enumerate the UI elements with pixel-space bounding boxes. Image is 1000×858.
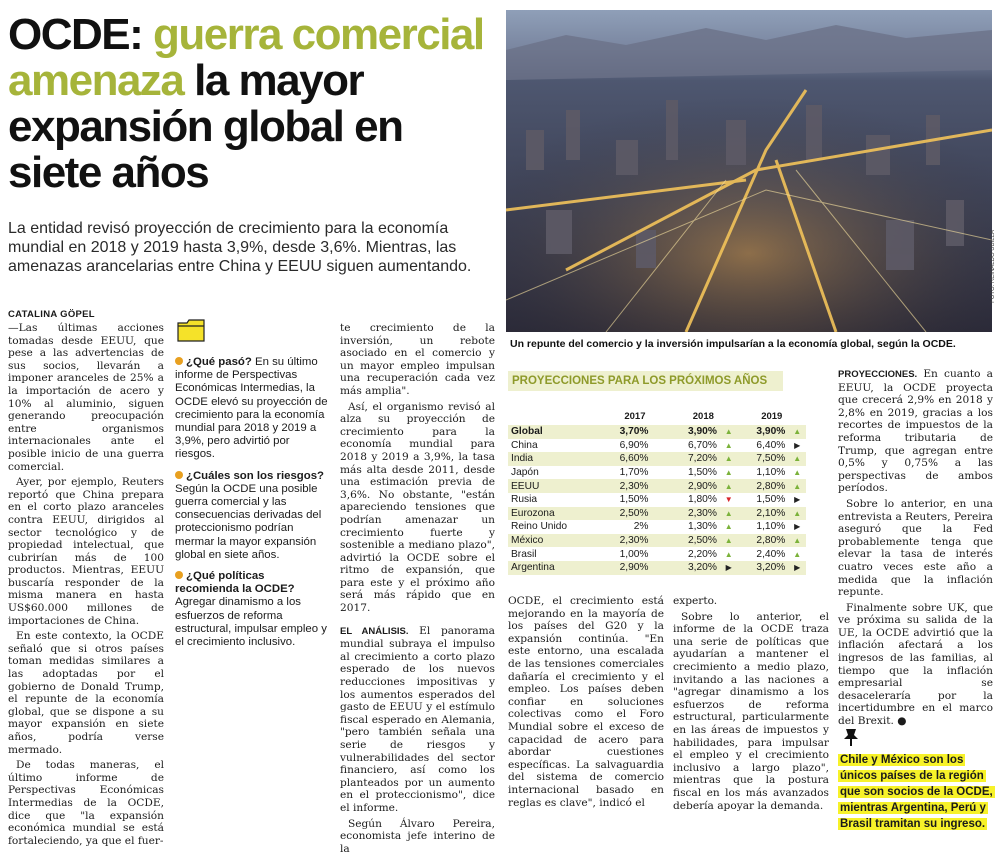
- value-cell: 3,90%: [738, 425, 789, 439]
- column-5: [673, 595, 829, 815]
- table-title: PROYECCIONES PARA LOS PRÓXIMOS AÑOS: [508, 371, 783, 391]
- value-cell: 3,90%: [669, 425, 720, 439]
- value-cell: 1,50%: [756, 494, 786, 506]
- value-cell: 2,20%: [688, 548, 717, 560]
- country-cell: Japón: [511, 467, 539, 479]
- pushpin-icon: [842, 727, 864, 747]
- photo-caption: Un repunte del comercio y la inversión impulsarían a la economía global, según la OCDE.: [510, 338, 956, 350]
- trend-icon: ▼: [724, 495, 733, 505]
- spacer-cell: [651, 520, 669, 534]
- bullet-icon: [175, 471, 183, 479]
- table-row: [508, 493, 806, 507]
- trend-icon: ▲: [788, 425, 806, 439]
- country-cell: Eurozona: [508, 507, 601, 521]
- value-cell: 3,70%: [601, 425, 652, 439]
- value-cell: 1,80%: [688, 494, 717, 506]
- country-cell: Rusia: [511, 494, 538, 506]
- table-row: [508, 547, 806, 561]
- value-cell: 1,00%: [619, 548, 649, 560]
- spacer-cell: [651, 439, 669, 453]
- table-row: [508, 479, 806, 493]
- table-row: [508, 425, 806, 439]
- column-3: [340, 322, 495, 858]
- spacer-cell: [651, 466, 669, 480]
- value-cell: 6,90%: [619, 439, 649, 451]
- value-cell: 1,50%: [688, 467, 717, 479]
- trend-icon: ▲: [788, 534, 806, 548]
- trend-icon: ▶: [788, 561, 806, 575]
- qa-box: [175, 356, 330, 657]
- headline-part2: guerra comercial amenaza: [8, 10, 484, 105]
- column-6: [838, 368, 993, 731]
- paragraph: Así, el organismo revisó al alza su proyección de crecimiento para la economía mundial para 2018 y 2019 a 3,9%, la tasa más alta desde 2011, desde una estimación previa de 3,6%. No obstante, "están apareciendo tensiones que podrían amenazar un crecimiento fuerte y sostenible a mediano plazo", advirtió la OCDE sobre el ritmo de expansión, que para este y el próximo año será más rápido que en 2017.: [340, 400, 495, 615]
- city-photo: [506, 10, 992, 332]
- country-cell: India: [508, 452, 601, 466]
- trend-icon: ▲: [724, 522, 733, 532]
- value-cell: 1,70%: [619, 467, 649, 479]
- end-mark-icon: ●: [897, 715, 907, 728]
- country-cell: Argentina: [508, 561, 601, 575]
- projections-table: [508, 407, 806, 575]
- value-cell: 2,80%: [738, 479, 789, 493]
- table-row: [508, 466, 806, 480]
- paragraph: PROYECCIONES. En cuanto a EEUU, la OCDE proyecta que crecerá 2,9% en 2018 y 2,8% en 2019, gracias a los recortes de impuestos de la reforma tributaria de Trump, que agregan entre 0,5% y 0,75% a las perspectivas de ambos períodos.: [838, 368, 993, 495]
- table-header-row: [508, 407, 806, 425]
- value-cell: 2,50%: [601, 507, 652, 521]
- table-row: [508, 452, 806, 466]
- spacer-cell: [651, 452, 669, 466]
- value-cell: 6,60%: [601, 452, 652, 466]
- paragraph: experto.: [673, 595, 718, 607]
- trend-icon: ▲: [788, 479, 806, 493]
- value-cell: 1,30%: [688, 521, 717, 533]
- paragraph: En este contexto, la OCDE señaló que si otros países toman medidas similares a las adoptadas por el gobierno de Donald Trump, el repunte de la economía global, que se dispone a su mayor expansión en siete años, podría verse mermado.: [8, 630, 164, 756]
- spacer-cell: [651, 534, 669, 548]
- trend-icon: ▲: [720, 425, 738, 439]
- byline: CATALINA GÖPEL: [8, 309, 95, 320]
- bullet-icon: [175, 571, 183, 579]
- trend-icon: ▲: [720, 479, 738, 493]
- trend-icon: ▶: [794, 522, 801, 532]
- section-label: PROYECCIONES.: [838, 369, 918, 380]
- spacer-cell: [651, 493, 669, 507]
- column-1: [8, 322, 164, 850]
- spacer-cell: [651, 547, 669, 561]
- paragraph: te crecimiento de la inversión, un rebote asociado en el comercio y un mayor empleo impulsan una recuperación cada vez más amplia".: [340, 322, 495, 397]
- trend-icon: ▲: [724, 549, 733, 559]
- country-cell: México: [508, 534, 601, 548]
- headline: [8, 12, 498, 196]
- photo-credit: FOTO: REINALDO UBILLA: [990, 230, 996, 303]
- trend-icon: ▲: [720, 452, 738, 466]
- table-row: [508, 439, 806, 453]
- trend-icon: ▶: [794, 440, 801, 450]
- spacer-cell: [651, 561, 669, 575]
- value-cell: 1,10%: [756, 467, 786, 479]
- country-cell: Reino Unido: [511, 521, 568, 533]
- value-cell: 2,90%: [669, 479, 720, 493]
- table-row: [508, 561, 806, 575]
- trend-icon: ▲: [724, 440, 733, 450]
- value-cell: 3,20%: [738, 561, 789, 575]
- value-cell: 3,20%: [669, 561, 720, 575]
- trend-icon: ▲: [793, 549, 802, 559]
- country-cell: EEUU: [508, 479, 601, 493]
- value-cell: 2,80%: [738, 534, 789, 548]
- value-cell: 2,30%: [601, 479, 652, 493]
- country-cell: China: [511, 439, 538, 451]
- spacer-cell: [651, 479, 669, 493]
- section-label: EL ANÁLISIS.: [340, 625, 409, 637]
- trend-icon: ▲: [720, 534, 738, 548]
- trend-icon: ▲: [788, 452, 806, 466]
- column-4: [508, 595, 664, 812]
- trend-icon: ▶: [720, 561, 738, 575]
- trend-icon: ▲: [724, 468, 733, 478]
- value-cell: 1,10%: [756, 521, 786, 533]
- qa-item: ¿Qué pasó? En su último informe de Perspectivas Económicas Intermedias, la OCDE elevó su proyección de crecimiento para la economía mundial para 2018 y 2019 a 3,9%, pero advirtió por riesgos.: [175, 356, 328, 461]
- trend-icon: ▶: [794, 495, 801, 505]
- paragraph: Sobre lo anterior, el informe de la OCDE traza una serie de políticas que ayudarían a mantener el crecimiento a medio plazo, invitando a las naciones a "agregar dinamismo a los esfuerzos de reforma estructural, particularmente en las áreas de impuestos y habilidades, para impulsar el empleo y el crecimiento inclusivo a largo plazo", mientras que la postura fiscal en los más avanzados debería apoyar la demanda.: [673, 610, 829, 812]
- paragraph: EL ANÁLISIS. El panorama mundial subraya el impulso al crecimiento a corto plazo esperado de los nuevos reducciones impositivas y los aumentos esperados del gasto de EEUU y el estímulo fiscal esperado en Alemania, "pero también señala una serie de riesgos y vulnerabilidades del sector financiero, así como los planteados por un aumento en el proteccionismo", dice el informe.: [340, 624, 495, 814]
- spacer-cell: [651, 425, 669, 439]
- country-cell: Brasil: [511, 548, 537, 560]
- paragraph: Sobre lo anterior, en una entrevista a Reuters, Pereira aseguró que la Fed probablemente tenga que elevar la tasa de interés cuatro veces este año a medida que la inflación repunte.: [838, 497, 993, 599]
- spacer-cell: [651, 507, 669, 521]
- paragraph: Según Álvaro Pereira, economista jefe interino de la: [340, 817, 495, 855]
- deck: La entidad revisó proyección de crecimiento para la economía mundial en 2018 y 2019 hasta 3,9%, desde 3,6%. Mientras, las amenazas arancelarias entre China y EEUU siguen aumentando.: [8, 220, 472, 275]
- value-cell: 2,40%: [756, 548, 786, 560]
- paragraph: De todas maneras, el último informe de Perspectivas Económicas Intermedias de la OCDE, dice que "la expansión económica mundial se está fortaleciendo, ya que el fuer-: [8, 759, 164, 847]
- value-cell: 2,50%: [669, 534, 720, 548]
- qa-item: ¿Cuáles son los riesgos? Según la OCDE una posible guerra comercial y las consecuencias derivadas del proteccionismo podrían mermar la mayor expansión global en siete años.: [175, 469, 324, 561]
- paragraph: Finalmente sobre UK, que ve próxima su salida de la UE, la OCDE advirtió que la inflación afectará a los ingresos de las familias, al tiempo que la inflación empresarial se desaceleraría por la incertidumbre en el marco del Brexit. ●: [838, 601, 993, 728]
- table-row: [508, 520, 806, 534]
- paragraph: Ayer, por ejemplo, Reuters reportó que China prepara en el corto plazo aranceles contra EEUU, dirigidos al sector tecnológico y de propiedad intelectual, que cubrirían más de 100 productos. Mientras, EEUU buscaría responder de la misma manera en hasta US$60.000 millones de importaciones de China.: [8, 476, 164, 627]
- table-row: [508, 534, 806, 548]
- trend-icon: ▲: [793, 468, 802, 478]
- country-cell: Global: [508, 425, 601, 439]
- headline-part1: OCDE:: [8, 10, 153, 59]
- highlight-box: [838, 752, 993, 832]
- qa-item: ¿Qué políticas recomienda la OCDE? Agregar dinamismo a los esfuerzos de reforma estructural, impulsar empleo y el crecimiento inclusivo.: [175, 570, 327, 649]
- paragraph: —Las últimas acciones tomadas desde EEUU, que pese a las advertencias de sus socios, llevarán a imponer aranceles de 25% a la importación de acero y 10% al aluminio, siguen generando preocupación entre organismos internacionales ante el posible inicio de una guerra comercial.: [8, 322, 164, 473]
- trend-icon: ▲: [788, 507, 806, 521]
- value-cell: 1,50%: [619, 494, 649, 506]
- year-header: 2017: [624, 410, 646, 422]
- headline-part3: la mayor expansión global en siete años: [8, 56, 403, 197]
- value-cell: 2%: [633, 521, 649, 533]
- trend-icon: ▲: [720, 507, 738, 521]
- folder-icon: [176, 317, 206, 343]
- year-header: 2018: [692, 410, 714, 422]
- year-header: 2019: [761, 410, 783, 422]
- table-row: [508, 507, 806, 521]
- value-cell: 2,30%: [669, 507, 720, 521]
- value-cell: 2,30%: [601, 534, 652, 548]
- city-aerial-image: [506, 10, 992, 332]
- value-cell: 7,50%: [738, 452, 789, 466]
- value-cell: 2,10%: [738, 507, 789, 521]
- value-cell: 2,90%: [601, 561, 652, 575]
- value-cell: 6,40%: [756, 439, 786, 451]
- bullet-icon: [175, 357, 183, 365]
- value-cell: 6,70%: [688, 439, 717, 451]
- highlight-text: Chile y México son los únicos países de la región que son socios de la OCDE, mientras Argentina, Perú y Brasil tramitan su ingreso.: [840, 754, 993, 830]
- value-cell: 7,20%: [669, 452, 720, 466]
- paragraph: OCDE, el crecimiento está mejorando en la mayoría de los países del G20 y la expansión continúa. "En este entorno, una escalada de las tensiones comerciales dañaría el crecimiento y el empleo. Los países deben confiar en soluciones colectivas como el Foro Mundial sobre el exceso de capacidad de acero para abordar cuestiones específicas. La salvaguardia del sistema de comercio internacional basado en reglas es clave", indicó el: [508, 595, 664, 809]
